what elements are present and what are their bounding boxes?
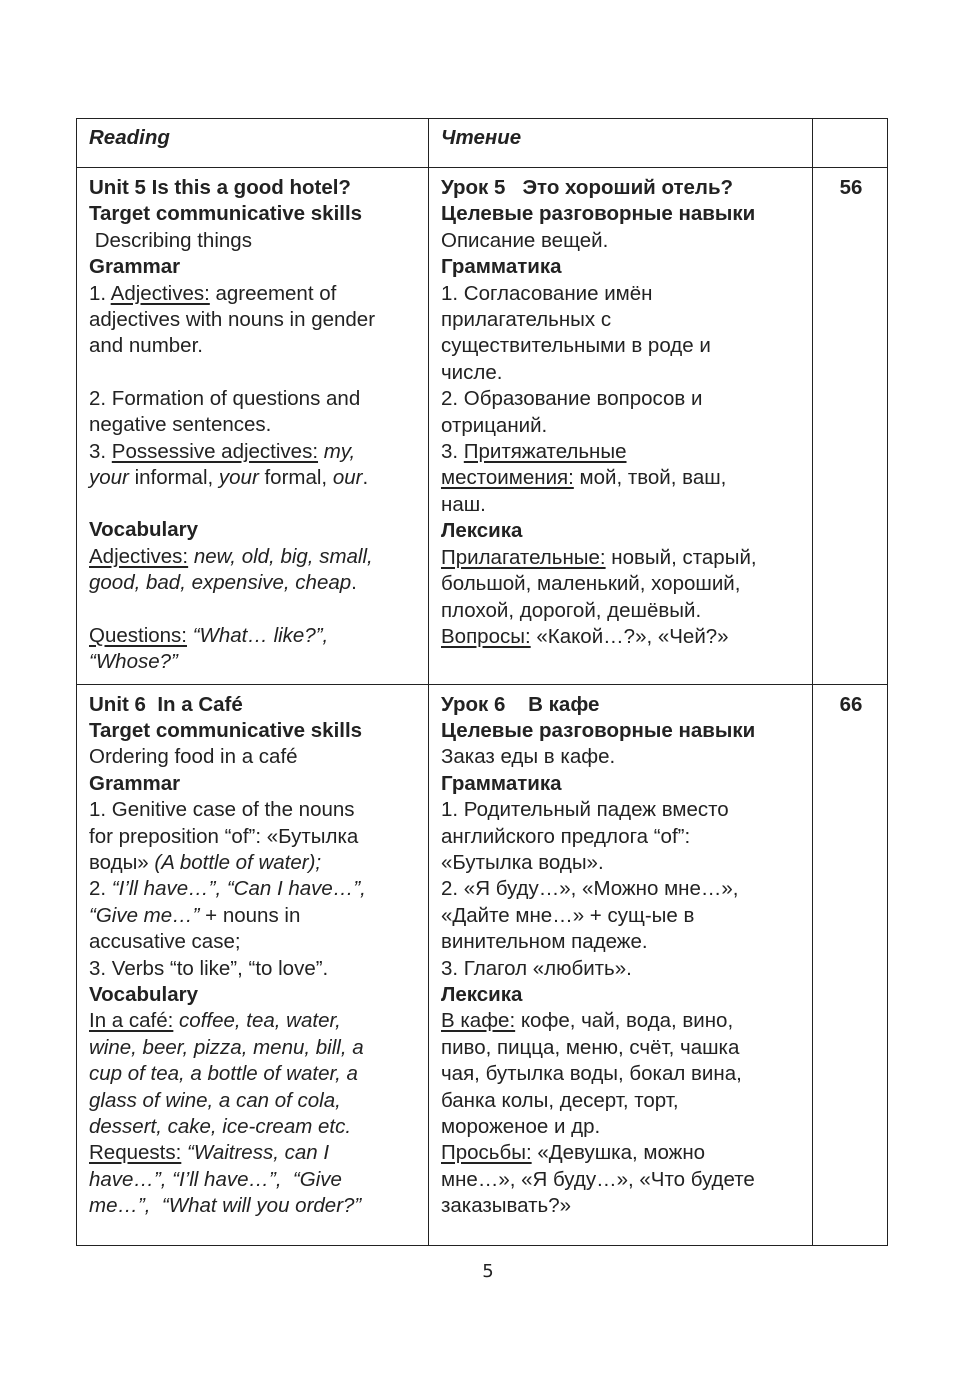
unit6-en-vocab-cafe-line5: dessert, cake, ice-cream etc. (89, 1115, 352, 1138)
unit6-en-grammar-1: 1. Genitive case of the nouns (89, 798, 355, 822)
unit5-en-vocab-adjectives-line2: good, bad, expensive, cheap. (89, 571, 357, 595)
unit6-ru-skills-heading: Целевые разговорные навыки (441, 718, 756, 742)
spacer (89, 597, 418, 623)
unit6-ru-vocab-requests-line3: заказывать?» (441, 1194, 572, 1218)
unit5-en-grammar-3-line2: your informal, your formal, our. (89, 466, 369, 490)
unit5-ru-grammar-2-line2: отрицаний. (441, 413, 548, 437)
unit6-en-title: Unit 6 In a Café (89, 692, 243, 716)
unit5-en-skills: Describing things (89, 228, 252, 252)
unit5-en-grammar-3: 3. Possessive adjectives: my, (89, 439, 356, 463)
unit6-ru-grammar-3: 3. Глагол «любить». (441, 956, 632, 980)
unit6-ru-grammar-heading: Грамматика (441, 771, 562, 795)
unit6-en-grammar-2: 2. “I’ll have…”, “Can I have…”, (89, 877, 366, 901)
unit6-ru-grammar-2-line3: винительном падеже. (441, 930, 648, 954)
unit6-ru-vocab-heading: Лексика (441, 982, 523, 1006)
unit6-english-cell (77, 684, 429, 1245)
unit6-page-number: 66 (813, 684, 888, 1245)
unit6-ru-vocab-cafe-line3: чая, бутылка воды, бокал вина, (441, 1062, 742, 1086)
unit5-ru-grammar-1-line2: прилагательных с (441, 308, 612, 332)
unit5-en-vocab-adjectives: Adjectives: new, old, big, small, (89, 544, 373, 568)
unit5-ru-vocab-heading: Лексика (441, 519, 523, 543)
unit5-ru-title: Урок 5 Это хороший отель? (441, 176, 734, 199)
unit5-en-vocab-heading: Vocabulary (89, 518, 198, 542)
header-english: Reading (77, 119, 429, 168)
unit5-en-grammar-1: 1. Adjectives: agreement of (89, 281, 337, 305)
unit5-en-vocab-questions-line2: “Whose?” (89, 650, 178, 674)
unit6-ru-vocab-requests: Просьбы: «Девушка, можно (441, 1141, 706, 1165)
unit5-ru-vocab-adjectives: Прилагательные: новый, старый, (441, 545, 757, 569)
unit6-ru-grammar-1-line3: «Бутылка воды». (441, 850, 604, 874)
unit6-ru-grammar-2: 2. «Я буду…», «Можно мне…», (441, 877, 739, 901)
unit5-ru-vocab-adjectives-line2: большой, маленький, хороший, (441, 572, 741, 596)
unit5-ru-grammar-1-line3: существительными в роде и (441, 334, 711, 358)
unit6-ru-grammar-2-line2: «Дайте мне…» + сущ-ые в (441, 903, 695, 927)
unit5-ru-grammar-3-line2: местоимения: мой, твой, ваш, (441, 466, 727, 490)
unit6-ru-vocab-cafe-line5: мороженое и др. (441, 1115, 601, 1138)
unit6-en-vocab-cafe: In a café: coffee, tea, water, (89, 1009, 341, 1033)
unit5-russian-cell (429, 168, 813, 685)
table-header-row (77, 119, 888, 168)
unit6-en-vocab-requests-line2: have…”, “I’ll have…”, “Give (89, 1167, 342, 1191)
unit5-page-number: 56 (813, 168, 888, 685)
unit6-en-skills: Ordering food in a café (89, 745, 298, 769)
unit6-ru-grammar-1: 1. Родительный падеж вместо (441, 798, 729, 822)
unit5-ru-skills-heading: Целевые разговорные навыки (441, 202, 756, 226)
unit6-en-vocab-requests: Requests: “Waitress, can I (89, 1141, 330, 1165)
unit5-ru-grammar-2: 2. Образование вопросов и (441, 387, 703, 411)
unit6-ru-grammar-1-line2: английского предлога “of”: (441, 824, 691, 848)
unit6-en-grammar-heading: Grammar (89, 771, 181, 795)
unit5-en-vocab-questions: Questions: “What… like?”, (89, 623, 329, 647)
unit6-ru-vocab-cafe-line2: пиво, пицца, меню, счёт, чашка (441, 1035, 740, 1059)
unit5-ru-grammar-1-line4: числе. (441, 360, 503, 384)
unit5-ru-vocab-questions: Вопросы: «Какой…?», «Чей?» (441, 624, 729, 648)
unit5-en-title: Unit 5 Is this a good hotel? (89, 176, 351, 199)
page-number: 5 (482, 1261, 494, 1282)
unit6-en-vocab-cafe-line2: wine, beer, pizza, menu, bill, a (89, 1035, 364, 1059)
unit5-en-grammar-heading: Grammar (89, 255, 181, 279)
unit6-en-grammar-2-line3: accusative case; (89, 930, 241, 954)
unit5-en-skills-heading: Target communicative skills (89, 202, 363, 226)
unit6-row (77, 684, 888, 1245)
unit6-en-grammar-1-line2: for preposition “of”: «Бутылка (89, 824, 359, 848)
unit5-en-grammar-2-line2: negative sentences. (89, 413, 272, 437)
unit6-ru-vocab-cafe-line4: банка колы, десерт, торт, (441, 1088, 679, 1112)
unit6-en-grammar-2-line2: “Give me…” + nouns in (89, 903, 301, 927)
unit6-en-vocab-cafe-line3: cup of tea, a bottle of water, a (89, 1062, 358, 1086)
spacer (89, 360, 418, 386)
unit6-en-grammar-3: 3. Verbs “to like”, “to love”. (89, 956, 329, 980)
unit5-en-grammar-2: 2. Formation of questions and (89, 386, 361, 410)
unit5-row (77, 168, 888, 685)
header-page (813, 119, 888, 168)
unit6-en-grammar-1-line3: воды» (A bottle of water); (89, 850, 322, 874)
unit5-ru-grammar-3: 3. Притяжательные (441, 440, 627, 464)
unit5-ru-vocab-adjectives-line3: плохой, дорогой, дешёвый. (441, 598, 702, 622)
unit6-en-vocab-requests-line3: me…”, “What will you order?” (89, 1194, 362, 1218)
unit5-ru-grammar-heading: Грамматика (441, 255, 562, 279)
unit6-russian-cell (429, 684, 813, 1245)
unit6-en-vocab-heading: Vocabulary (89, 982, 198, 1006)
unit5-en-grammar-1-line2: adjectives with nouns in gender (89, 308, 376, 332)
unit6-ru-vocab-requests-line2: мне…», «Я буду…», «Что будете (441, 1167, 755, 1191)
unit6-ru-title: Урок 6 В кафе (441, 692, 600, 716)
unit6-ru-vocab-cafe: В кафе: кофе, чай, вода, вино, (441, 1009, 734, 1033)
unit5-ru-skills: Описание вещей. (441, 228, 609, 252)
unit6-ru-skills: Заказ еды в кафе. (441, 745, 616, 769)
unit5-ru-grammar-3-line3: наш. (441, 492, 486, 516)
spacer (89, 491, 418, 517)
unit5-ru-grammar-1: 1. Согласование имён (441, 281, 653, 305)
syllabus-table (76, 118, 888, 1246)
unit6-en-vocab-cafe-line4: glass of wine, a can of cola, (89, 1088, 341, 1112)
unit6-en-skills-heading: Target communicative skills (89, 718, 363, 742)
header-russian: Чтение (429, 119, 813, 168)
unit5-english-cell (77, 168, 429, 685)
unit5-en-grammar-1-line3: and number. (89, 334, 203, 358)
